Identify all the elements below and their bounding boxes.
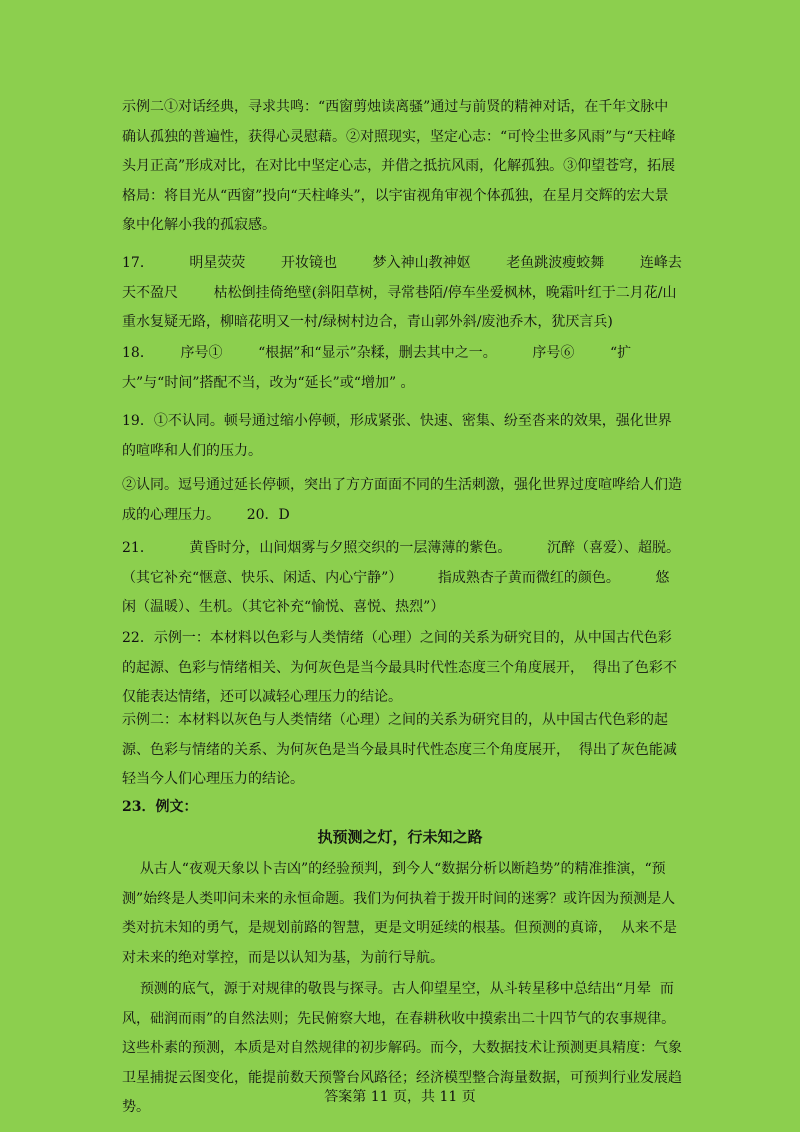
answer-18: 18． 序号① “根据”和“显示”杂糅，删去其中之一。 序号⑥ “扩大”与“时间”搭配不当，改为“延长”或“增加” 。 (122, 345, 632, 391)
essay-title: 执预测之灯，行未知之路 (317, 828, 483, 846)
page-footer: 答案第 11 页，共 11 页 (324, 1089, 476, 1105)
answer-23-label: 23．例文： (122, 799, 198, 815)
answer-17: 17． 明星荧荧 开妆镜也 梦入神山教神妪 老鱼跳波瘦蛟舞 连峰去天不盈尺 枯松倒挂倚绝壁(斜阳草树，寻常巷陌/停车坐爱枫林，晚霜叶红于二月花/山重水复疑无路，柳暗花明又一村/绿树村边合，青山郭外斜/废池乔木，犹厌言兵) (122, 255, 682, 330)
answer-19-part2: ②认同。逗号通过延长停顿，突出了方方面面不同的生活刺激，强化世界过度喧哗给人们造成的心理压力。 20．D (122, 477, 682, 523)
example-two-paragraph: 示例二①对话经典，寻求共鸣：“西窗剪烛读离骚”通过与前贤的精神对话，在千年文脉中确认孤独的普遍性，获得心灵慰藉。②对照现实，坚定心志：“可怜尘世多风雨”与“天柱峰头月正高”形成对比，在对比中坚定心志，并借之抵抗风雨，化解孤独。③仰望苍穹，拓展格局：将目光从“西窗”投向“天柱峰头”，以宇宙视角审视个体孤独，在星月交辉的宏大景象中化解小我的孤寂感。 (122, 99, 676, 233)
essay-paragraph-2: 预测的底气，源于对规律的敬畏与探寻。古人仰望星空，从斗转星移中总结出“月晕 而风，础润而雨”的自然法则；先民俯察大地，在春耕秋收中摸索出二十四节气的农事规律。这些朴素的预测，本质是对自然规律的初步解码。而今，大数据技术让预测更具精度：气象卫星捕捉云图变化，能提前数天预警台风路径；经济模型整合海量数据，可预判行业发展趋势。 (122, 981, 682, 1115)
essay-paragraph-1: 从古人“夜观天象以卜吉凶”的经验预判，到今人“数据分析以断趋势”的精准推演，“预测”始终是人类叩问未来的永恒命题。我们为何执着于拨开时间的迷雾？或许因为预测是人类对抗未知的勇气，是规划前路的智慧，更是文明延续的根基。但预测的真谛， 从来不是对未来的绝对掌控，而是以认知为基，为前行导航。 (122, 861, 677, 966)
answer-19-part1: 19．①不认同。顿号通过缩小停顿，形成紧张、快速、密集、纷至沓来的效果，强化世界的喧哗和人们的压力。 (122, 413, 672, 459)
answer-22-example1: 22．示例一：本材料以色彩与人类情绪（心理）之间的关系为研究目的，从中国古代色彩的起源、色彩与情绪相关、为何灰色是当今最具时代性态度三个角度展开， 得出了色彩不仅能表达情绪，还可以减轻心理压力的结论。 (122, 630, 677, 705)
answer-22-example2: 示例二：本材料以灰色与人类情绪（心理）之间的关系为研究目的，从中国古代色彩的起源、色彩与情绪的关系、为何灰色是当今最具时代性态度三个角度展开， 得出了灰色能减轻当今人们心理压力的结论。 (122, 712, 677, 787)
answer-21: 21． 黄昏时分，山间烟雾与夕照交织的一层薄薄的紫色。 沉醉（喜爱）、超脱。（其它补充“惬意、快乐、闲适、内心宁静”） 指成熟杏子黄而微红的颜色。 悠闲（温暖）、生机。（其它补充“愉悦、喜悦、热烈”） (122, 540, 681, 615)
